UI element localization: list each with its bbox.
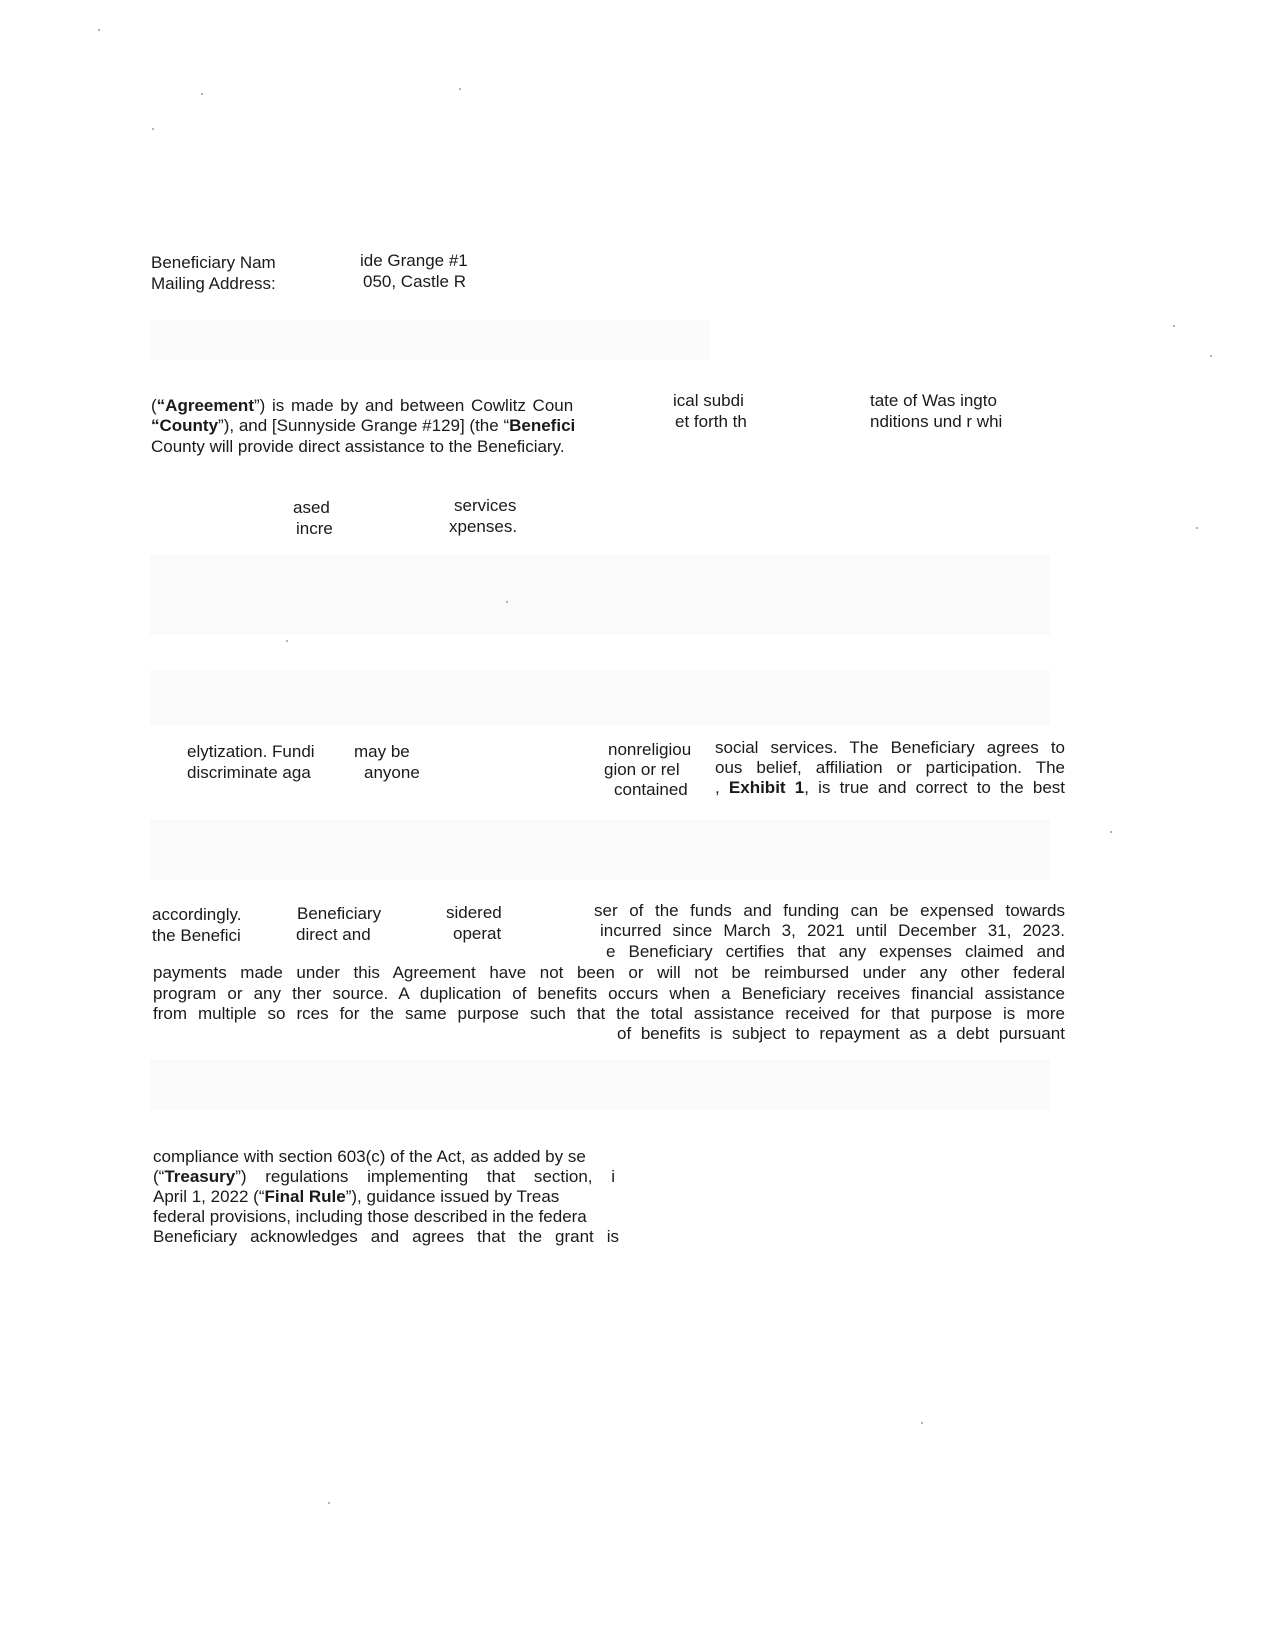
purpose-fragment: ased [293, 498, 330, 517]
compliance-line: compliance with section 603(c) of the Act, as added by se [153, 1147, 586, 1166]
funds-fragment: ser of the funds and funding can be expensed towards [594, 901, 1065, 920]
religion-fragment: , Exhibit 1, is true and correct to the best [715, 778, 1065, 797]
religion-fragment: anyone [364, 763, 420, 782]
scan-speck [459, 88, 461, 90]
religion-fragment: gion or rel [604, 760, 680, 779]
scan-shadow [150, 555, 1050, 635]
scan-shadow [150, 1060, 1050, 1110]
scan-speck [1196, 527, 1198, 529]
scan-speck [286, 640, 288, 642]
agreement-intro-right-1: tate of Was ingto [870, 391, 997, 410]
purpose-fragment: incre [296, 519, 333, 538]
scan-speck [1210, 355, 1212, 357]
funds-fragment: sidered [446, 903, 502, 922]
funds-fragment: direct and [296, 925, 371, 944]
funds-fragment: the Benefici [152, 926, 241, 945]
purpose-fragment: xpenses. [449, 517, 518, 536]
agreement-intro-mid-2: et forth th [675, 412, 747, 431]
scan-speck [1110, 831, 1112, 833]
religion-fragment: nonreligiou [608, 740, 692, 759]
beneficiary-name-label: Beneficiary Nam [151, 253, 276, 272]
funds-fragment: accordingly. [152, 905, 242, 924]
scan-speck [921, 1422, 923, 1424]
compliance-line: federal provisions, including those described in the federa [153, 1207, 587, 1226]
beneficiary-name-value: ide Grange #1 [360, 251, 468, 270]
agreement-intro-right-2: nditions und r whi [870, 412, 1003, 431]
scan-speck [152, 128, 154, 130]
funds-line: of benefits is subject to repayment as a debt pursuant [617, 1024, 1065, 1043]
scan-shadow [150, 820, 1050, 880]
scan-speck [328, 1502, 330, 1504]
scan-shadow [150, 670, 1050, 725]
scan-speck [98, 29, 100, 31]
religion-fragment: elytization. Fundi [187, 742, 315, 761]
funds-fragment: e Beneficiary certifies that any expenses claimed and [606, 942, 1065, 961]
scan-speck [201, 93, 203, 95]
scan-shadow [150, 320, 710, 360]
mailing-address-value: 050, Castle R [363, 272, 466, 291]
agreement-intro-line-3: County will provide direct assistance to the Beneficiary. [151, 437, 565, 456]
funds-line: program or any ther source. A duplication of benefits occurs when a Beneficiary receives financial assistance [153, 984, 1065, 1003]
compliance-line: Beneficiary acknowledges and agrees that the grant is [153, 1227, 619, 1246]
religion-fragment: discriminate aga [187, 763, 311, 782]
purpose-fragment: services [454, 496, 517, 515]
agreement-intro-mid-1: ical subdi [673, 391, 744, 410]
funds-fragment: operat [453, 924, 502, 943]
funds-fragment: incurred since March 3, 2021 until December 31, 2023. [600, 921, 1065, 940]
agreement-intro-line-1: (“Agreement”) is made by and between Cowlitz Coun [151, 396, 574, 415]
mailing-address-label: Mailing Address: [151, 274, 276, 293]
religion-fragment: contained [614, 780, 688, 799]
religion-fragment: ous belief, affiliation or participation. The [715, 758, 1065, 777]
compliance-line: (“Treasury”) regulations implementing that section, i [153, 1167, 615, 1186]
religion-fragment: may be [354, 742, 410, 761]
religion-fragment: social services. The Beneficiary agrees to [715, 738, 1065, 757]
funds-line: from multiple so rces for the same purpose such that the total assistance received for that purpose is more [153, 1004, 1065, 1023]
compliance-line: April 1, 2022 (“Final Rule”), guidance issued by Treas [153, 1187, 560, 1206]
scan-speck [1173, 325, 1175, 327]
scan-speck [506, 601, 508, 603]
funds-line: payments made under this Agreement have not been or will not be reimbursed under any other federal [153, 963, 1065, 982]
funds-fragment: Beneficiary [297, 904, 382, 923]
agreement-intro-line-2: “County”), and [Sunnyside Grange #129] (the “Benefici [151, 416, 576, 435]
